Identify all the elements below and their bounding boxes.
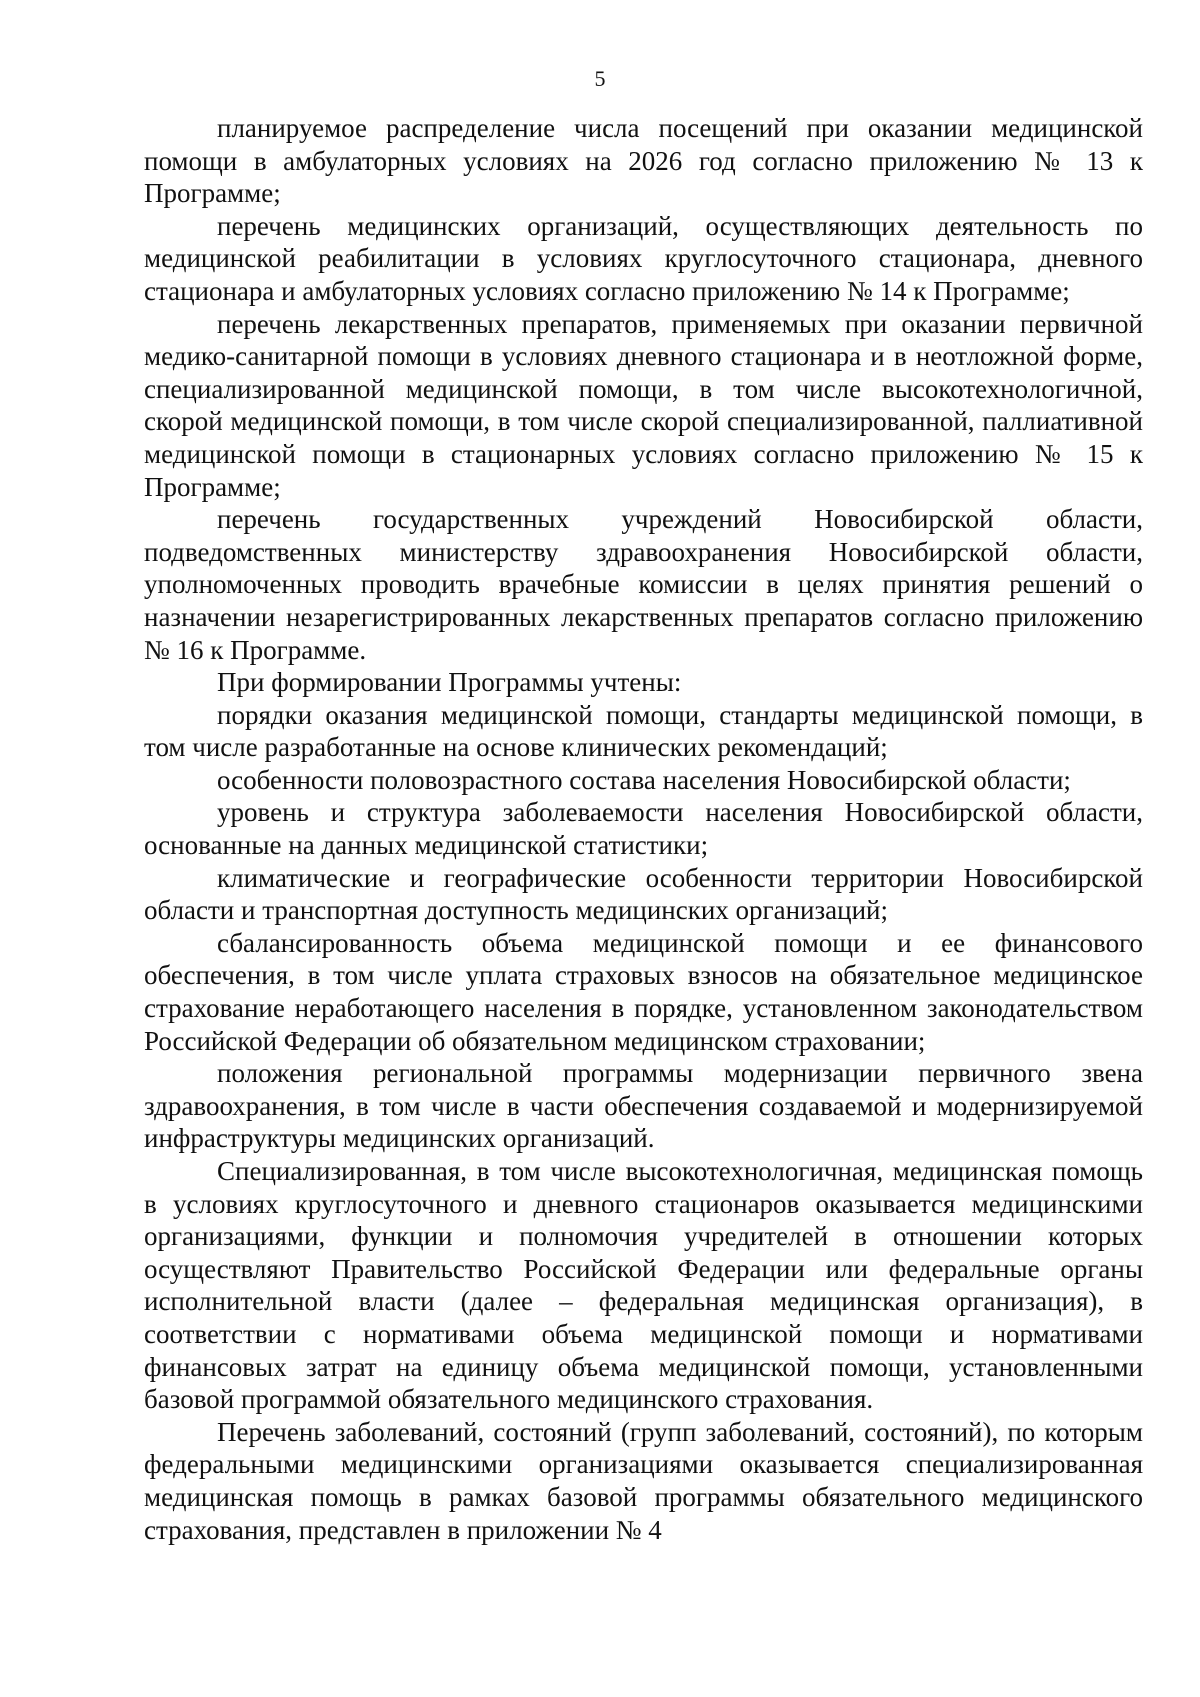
paragraph: особенности половозрастного состава населения Новосибирской области; xyxy=(217,764,1071,795)
page-number: 5 xyxy=(594,66,606,91)
paragraph: сбалансированность объема медицинской помощи и ее финансового обеспечения, в том числе уплата страховых взносов на обязательное медицинское страхование неработающего населения в порядке, установленном законодательством Российской Федерации об обязательном медицинском страховании; xyxy=(144,927,1143,1056)
paragraph: При формировании Программы учтены: xyxy=(217,667,682,698)
paragraph: перечень медицинских организаций, осуществляющих деятельность по медицинской реабилитации в условиях круглосуточного стационара, дневного стационара и амбулаторных условиях согласно приложению № 14 к Программе; xyxy=(144,210,1143,306)
paragraph: планируемое распределение числа посещений при оказании медицинской помощи в амбулаторных условиях на 2026 год согласно приложению № 13 к Программе; xyxy=(144,113,1143,209)
paragraph: климатические и географические особенности территории Новосибирской области и транспортная доступность медицинских организаций; xyxy=(144,862,1143,926)
paragraph: порядки оказания медицинской помощи, стандарты медицинской помощи, в том числе разработанные на основе клинических рекомендаций; xyxy=(144,699,1143,763)
paragraph: перечень лекарственных препаратов, применяемых при оказании первичной медико-санитарной помощи в условиях дневного стационара и в неотложной форме, специализированной медицинской помощи, в том числе высокотехнологичной, скорой медицинской помощи, в том числе скорой специализированной, паллиативной медицинской помощи в стационарных условиях согласно приложению № 15 к Программе; xyxy=(144,308,1143,502)
paragraph: перечень государственных учреждений Новосибирской области, подведомственных министерству здравоохранения Новосибирской области, уполномоченных проводить врачебные комиссии в целях принятия решений о назначении незарегистрированных лекарственных препаратов согласно приложению № 16 к Программе. xyxy=(144,504,1143,665)
paragraph: Перечень заболеваний, состояний (групп заболеваний, состояний), по которым федеральными медицинскими организациями оказывается специализированная медицинская помощь в рамках базовой программы обязательного медицинского страхования, представлен в приложении № 4 xyxy=(144,1416,1143,1545)
paragraph: уровень и структура заболеваемости населения Новосибирской области, основанные на данных медицинской статистики; xyxy=(144,797,1143,861)
paragraph: положения региональной программы модернизации первичного звена здравоохранения, в том числе в части обеспечения создаваемой и модернизируемой инфраструктуры медицинских организаций. xyxy=(144,1058,1143,1154)
document-body xyxy=(144,112,1143,1546)
paragraph: Специализированная, в том числе высокотехнологичная, медицинская помощь в условиях круглосуточного и дневного стационаров оказывается медицинскими организациями, функции и полномочия учредителей в отношении которых осуществляют Правительство Российской Федерации или федеральные органы исполнительной власти (далее – федеральная медицинская организация), в соответствии с нормативами объема медицинской помощи и нормативами финансовых затрат на единицу объема медицинской помощи, установленными базовой программой обязательного медицинского страхования. xyxy=(144,1156,1143,1415)
